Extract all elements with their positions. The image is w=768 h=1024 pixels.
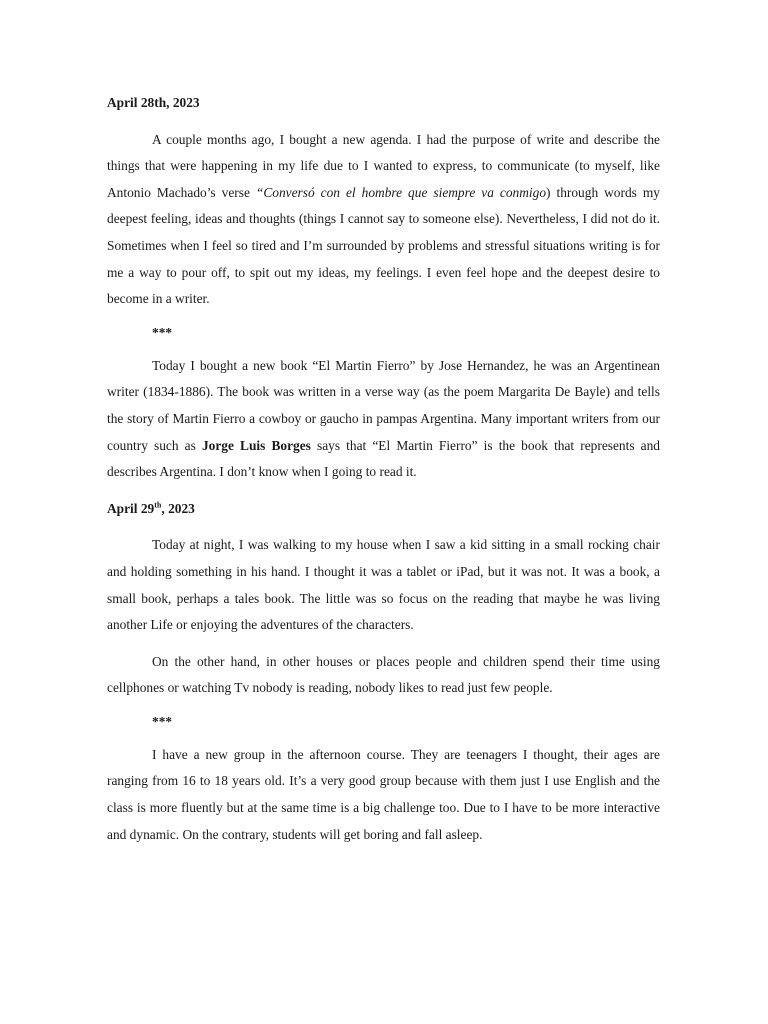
entry-date-heading (107, 90, 660, 117)
paragraph-new-group: I have a new group in the afternoon course. They are teenagers I thought, their ages are ranging from 16 to 18 years old. It’s a very good group because with them just I use English and the class is more fluently but at the same time is a big challenge too. Due to I have to be more interactive and dynamic. On the contrary, students will get boring and fall asleep. (107, 746, 660, 842)
borges-name: Jorge Luis Borges (201, 437, 311, 453)
paragraph-kid-reading: Today at night, I was walking to my house when I saw a kid sitting in a small rocking chair and holding something in his hand. I thought it was a tablet or iPad, but it was not. It was a book, a small book, perhaps a tales book. The little was so focus on the reading that maybe he was living another Life or enjoying the adventures of the characters. (107, 537, 660, 633)
paragraph-martin-fierro (107, 353, 660, 486)
entry-date-ordinal: th (154, 500, 162, 510)
paragraph-agenda-text-2: ) through words my deepest feeling, ideas and thoughts (things I cannot say to someone else). Nevertheless, I did not do it. Sometimes when I feel so tired and I’m surrounded by problems and stressful situations writing is for me a way to pour off, to spit out my ideas, my feelings. I even feel hope and the deepest desire to become in a writer. (107, 184, 660, 307)
paragraph-agenda-text-1: A couple months ago, I bought a new agenda. I had the purpose of write and describe the things that were happening in my life due to I wanted to express, to communicate (to myself, like Antonio Machado’s verse (107, 131, 660, 200)
paragraph-cellphones: On the other hand, in other houses or places people and children spend their time using cellphones or watching Tv nobody is reading, nobody likes to read just few people. (107, 653, 660, 696)
paragraph-martin-fierro-text-1: Today I bought a new book “El Martin Fierro” by Jose Hernandez, he was an Argentinean writer (1834-1886). The book was written in a verse way (as the poem Margarita De Bayle) and tells the story of Martin Fierro a cowboy or gaucho in pampas Argentina. Many important writers from our country such as (107, 357, 660, 453)
paragraph-martin-fierro-text-2: says that “El Martin Fierro” is the book that represents and describes Argentina. I don’t know when I going to read it. (107, 437, 660, 480)
document-page (107, 90, 660, 858)
entry-date-suffix: , 2023 (161, 500, 195, 516)
section-separator: *** (152, 324, 173, 340)
entry-date-heading-2 (107, 496, 660, 523)
entry-date-prefix: April 29 (107, 500, 155, 516)
machado-verse-quote: “Conversó con el hombre que siempre va conmigo (255, 184, 547, 200)
section-separator-2: *** (152, 713, 173, 729)
entry-date-text: April 28th, 2023 (107, 95, 200, 110)
paragraph-agenda (107, 127, 660, 313)
